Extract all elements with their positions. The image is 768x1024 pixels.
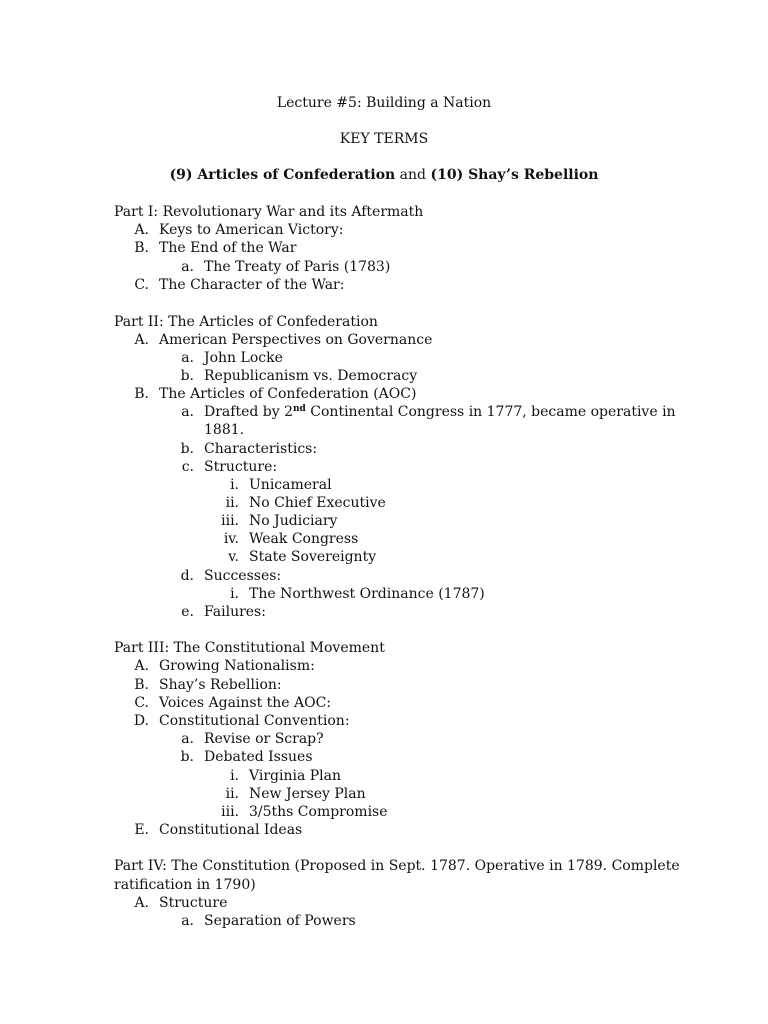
subtitle-conjunction: and	[395, 167, 431, 183]
item-marker: B.	[134, 386, 149, 402]
subitem-text: Characteristics:	[204, 441, 318, 457]
part-heading: Part IV: The Constitution (Proposed in Sept. 1787. Operative in 1789. Complete	[114, 858, 680, 874]
subitem-marker: a.	[181, 350, 194, 366]
subtitle-term-2: (10) Shay’s Rebellion	[430, 167, 599, 183]
item-text: Shay’s Rebellion:	[159, 677, 282, 693]
subsubitem-text: No Chief Executive	[249, 495, 386, 511]
subsubitem-text: New Jersey Plan	[249, 786, 366, 802]
subsubitem-text: No Judiciary	[249, 513, 338, 529]
item-marker: B.	[134, 677, 149, 693]
subsubitem-text: The Northwest Ordinance (1787)	[249, 586, 485, 602]
subitem-text-part: Drafted by 2	[204, 404, 293, 420]
subitem-marker: a.	[181, 913, 194, 929]
subitem-text: Revise or Scrap?	[204, 731, 324, 747]
subitem-text-part: Continental Congress in 1777, became operative in	[305, 404, 676, 420]
subitem-marker: b.	[180, 368, 194, 384]
item-marker: D.	[133, 713, 149, 729]
part-heading: Part I: Revolutionary War and its Aftermath	[114, 204, 424, 220]
subitem-text: Successes:	[204, 568, 282, 584]
subsubitem-marker: iii.	[221, 513, 239, 529]
subitem-marker: b.	[180, 749, 194, 765]
subsubitem-text: Unicameral	[249, 477, 332, 493]
subsubitem-text: State Sovereignty	[249, 549, 377, 565]
item-text: Constitutional Convention:	[159, 713, 350, 729]
subsubitem-text: 3/5ths Compromise	[249, 804, 388, 820]
subtitle-term-1: (9) Articles of Confederation	[169, 167, 396, 183]
item-text: American Perspectives on Governance	[159, 332, 433, 348]
subitem-text: Separation of Powers	[204, 913, 356, 929]
item-marker: A.	[134, 222, 149, 238]
subitem-marker: a.	[181, 259, 194, 275]
subitem-marker: c.	[181, 459, 194, 475]
item-text: The End of the War	[159, 240, 297, 256]
subsubitem-marker: v.	[228, 549, 239, 565]
ordinal-superscript: nd	[293, 404, 306, 414]
item-marker: B.	[134, 240, 149, 256]
subitem-marker: b.	[180, 441, 194, 457]
item-text: Structure	[159, 895, 228, 911]
subsubitem-marker: ii.	[225, 786, 239, 802]
subitem-text-continued: 1881.	[204, 422, 245, 438]
subitem-marker: e.	[181, 604, 194, 620]
subsubitem-marker: i.	[230, 477, 239, 493]
subitem-marker: a.	[181, 404, 194, 420]
subtitle	[0, 166, 768, 184]
part-heading-continued: ratification in 1790)	[114, 877, 256, 893]
item-text: Voices Against the AOC:	[159, 695, 332, 711]
subsubitem-marker: i.	[230, 768, 239, 784]
lecture-title: Lecture #5: Building a Nation	[276, 95, 492, 111]
item-marker: A.	[134, 658, 149, 674]
subitem-text: John Locke	[204, 350, 283, 366]
subsubitem-marker: iii.	[221, 804, 239, 820]
subsubitem-text: Virginia Plan	[249, 768, 342, 784]
item-marker: C.	[134, 695, 149, 711]
item-marker: E.	[134, 822, 149, 838]
item-text: Constitutional Ideas	[159, 822, 303, 838]
subitem-text: Structure:	[204, 459, 278, 475]
key-terms-heading: KEY TERMS	[339, 131, 429, 147]
item-marker: A.	[134, 895, 149, 911]
subsubitem-marker: ii.	[225, 495, 239, 511]
subitem-marker: a.	[181, 731, 194, 747]
subitem-marker: d.	[180, 568, 194, 584]
subitem-text: Failures:	[204, 604, 266, 620]
part-heading: Part II: The Articles of Confederation	[114, 314, 378, 330]
item-marker: C.	[134, 277, 149, 293]
subsubitem-marker: iv.	[223, 531, 239, 547]
subitem-text: Debated Issues	[204, 749, 313, 765]
subitem-text	[204, 403, 676, 421]
subsubitem-text: Weak Congress	[249, 531, 359, 547]
subitem-text: The Treaty of Paris (1783)	[204, 259, 391, 275]
item-text: The Articles of Confederation (AOC)	[159, 386, 417, 402]
item-text: Growing Nationalism:	[159, 658, 315, 674]
part-heading: Part III: The Constitutional Movement	[114, 640, 385, 656]
item-marker: A.	[134, 332, 149, 348]
subsubitem-marker: i.	[230, 586, 239, 602]
subitem-text: Republicanism vs. Democracy	[204, 368, 418, 384]
item-text: Keys to American Victory:	[159, 222, 344, 238]
item-text: The Character of the War:	[159, 277, 345, 293]
